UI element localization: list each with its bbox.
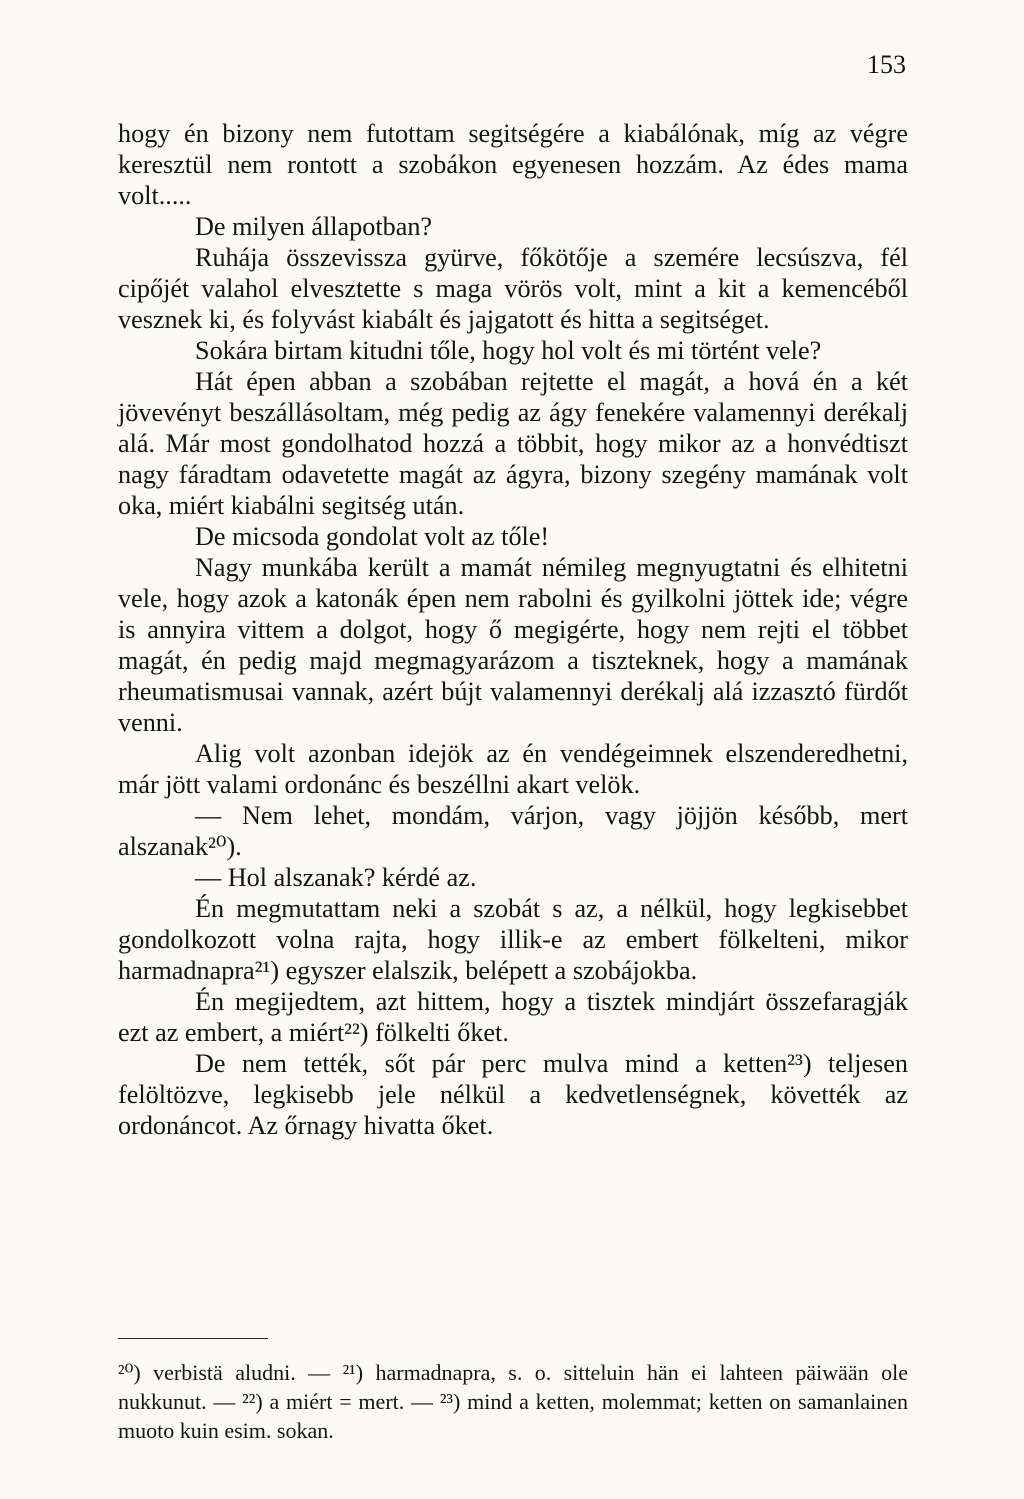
page-number: 153 [867, 50, 906, 79]
footnote-text: ²⁰) verbistä aludni. — ²¹) harmadnapra, s. o. sitteluin hän ei lahteen päiwään ole nukkunut. — ²²) a miért = mert. — ²³) mind a ketten, molemmat; ketten on samanlainen muoto kuin esim. sokan. [118, 1360, 908, 1443]
paragraph: Alig volt azonban idejök az én vendégeimnek elszenderedhetni, már jött valami ordonánc és beszéllni akart velök. [118, 739, 908, 799]
body-text [118, 118, 908, 1141]
paragraph: Hát épen abban a szobában rejtette el magát, a hová én a két jövevényt beszállásoltam, még pedig az ágy fenekére valamennyi derékalj alá. Már most gondolhatod hozzá a többit, hogy mikor az a honvédtiszt nagy fáradtam odavetette magát az ágyra, bizony szegény mamának volt oka, miért kiabálni segitség után. [118, 367, 908, 520]
paragraph: — Hol alszanak? kérdé az. [195, 863, 477, 892]
paragraph: Ruhája összevissza gyürve, főkötője a szemére lecsúszva, fél cipőjét valahol elvesztette s maga vörös volt, mint a kit a kemencéből vesznek ki, és folyvást kiabált és jajgatott és hitta a segitséget. [118, 243, 908, 334]
footnote-divider [118, 1338, 268, 1339]
paragraph: De milyen állapotban? [195, 212, 433, 241]
paragraph: De micsoda gondolat volt az tőle! [195, 522, 550, 551]
paragraph: hogy én bizony nem futottam segitségére a kiabálónak, míg az végre keresztül nem rontott a szobákon egyenesen hozzám. Az édes mama volt..... [118, 119, 908, 210]
paragraph: Én megmutattam neki a szobát s az, a nélkül, hogy legkisebbet gondolkozott volna rajta, hogy illik-e az embert fölkelteni, mikor harmadnapra²¹) egyszer elalszik, belépett a szobájokba. [118, 894, 908, 985]
paragraph: De nem tették, sőt pár perc mulva mind a ketten²³) teljesen felöltözve, legkisebb jele nélkül a kedvetlenségnek, követték az ordonáncot. Az őrnagy hivatta őket. [118, 1049, 908, 1140]
paragraph: — Nem lehet, mondám, várjon, vagy jöjjön később, mert alszanak²⁰). [118, 801, 908, 861]
paragraph: Nagy munkába került a mamát némileg megnyugtatni és elhitetni vele, hogy azok a katonák épen nem rabolni és gyilkolni jöttek ide; végre is annyira vittem a dolgot, hogy ő megigérte, hogy nem rejti el többet magát, én pedig majd megmagyarázom a tiszteknek, hogy a mamának rheumatismusai vannak, azért bújt valamennyi derékalj alá izzasztó fürdőt venni. [118, 553, 908, 737]
footnotes [118, 1358, 908, 1445]
paragraph: Sokára birtam kitudni tőle, hogy hol volt és mi történt vele? [195, 336, 822, 365]
paragraph: Én megijedtem, azt hittem, hogy a tisztek mindjárt összefaragják ezt az embert, a miért²²) fölkelti őket. [118, 987, 908, 1047]
